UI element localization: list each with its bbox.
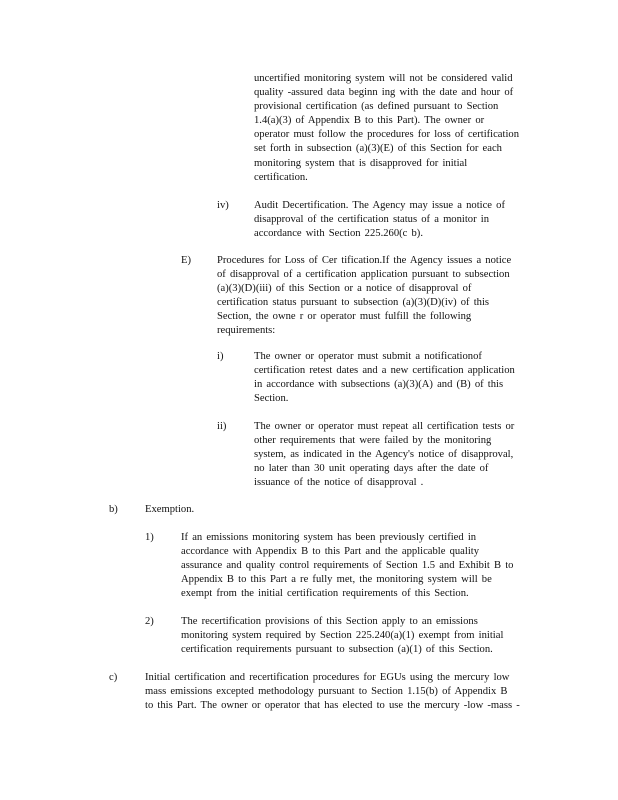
- item-iv-label: iv): [217, 200, 229, 211]
- text-line: Section.: [254, 393, 289, 405]
- item-b-title: Exemption.: [145, 504, 195, 515]
- text-line: Initial certification and recertification procedures for EGUs using the mercury low: [145, 672, 510, 683]
- text-line: of disapproval of a certification application pursuant to subsection: [217, 269, 510, 281]
- text-line: issuance of the notice of disapproval .: [254, 477, 424, 489]
- item-E-label: E): [181, 255, 191, 266]
- text-line: Section, the owne r or operator must fulfill the following: [217, 311, 472, 323]
- text-line: monitoring system that is disapproved for initial: [254, 157, 468, 169]
- item-E-i-paragraph: [254, 350, 554, 406]
- item-c-paragraph: [145, 671, 555, 713]
- text-line: in accordance with subsections (a)(3)(A) and (B) of this: [254, 379, 504, 391]
- text-line: certification.: [254, 171, 308, 183]
- text-line: The owner or operator must repeat all certification tests or: [254, 421, 515, 432]
- text-line: to this Part. The owner or operator that has elected to use the mercury -low -mass -: [145, 700, 520, 712]
- text-line: certification retest dates and a new certification application: [254, 365, 515, 377]
- text-line: provisional certification (as defined pursuant to Section: [254, 101, 499, 113]
- text-line: set forth in subsection (a)(3)(E) of this Section for each: [254, 143, 502, 155]
- text-line: system, as indicated in the Agency's notice of disapproval,: [254, 449, 514, 461]
- item-iv-paragraph: [254, 199, 554, 241]
- text-line: Appendix B to this Part a re fully met, the monitoring system will be: [181, 574, 492, 586]
- text-line: accordance with Section 225.260(c b).: [254, 228, 423, 240]
- text-line: operator must follow the procedures for loss of certification: [254, 129, 519, 141]
- text-line: (a)(3)(D)(iii) of this Section or a notice of disapproval of: [217, 283, 472, 295]
- text-line: no later than 30 unit operating days after the date of: [254, 463, 489, 475]
- text-line: certification requirements pursuant to subsection (a)(1) of this Section.: [181, 644, 493, 656]
- text-line: certification status pursuant to subsection (a)(3)(D)(iv) of this: [217, 297, 490, 309]
- text-line: uncertified monitoring system will not be considered valid: [254, 73, 513, 84]
- item-b-2-label: 2): [145, 616, 154, 627]
- text-line: mass emissions excepted methodology pursuant to Section 1.15(b) of Appendix B: [145, 686, 508, 698]
- text-line: The recertification provisions of this Section apply to an emissions: [181, 616, 478, 627]
- item-b-2-paragraph: [181, 615, 551, 657]
- continued-paragraph: [254, 72, 554, 185]
- text-line: quality -assured data beginn ing with the date and hour of: [254, 87, 514, 99]
- text-line: monitoring system required by Section 225.240(a)(1) exempt from initial: [181, 630, 504, 642]
- text-line: Procedures for Loss of Cer tification.If the Agency issues a notice: [217, 255, 512, 266]
- item-E-ii-label: ii): [217, 421, 227, 432]
- item-b-label: b): [109, 504, 118, 515]
- item-E-ii-paragraph: [254, 420, 554, 490]
- text-line: If an emissions monitoring system has been previously certified in: [181, 532, 477, 543]
- item-c-label: c): [109, 672, 118, 683]
- text-line: accordance with Appendix B to this Part and the applicable quality: [181, 546, 480, 558]
- text-line: other requirements that were failed by the monitoring: [254, 435, 492, 447]
- text-line: exempt from the initial certification requirements of this Section.: [181, 588, 469, 600]
- item-E-i-label: i): [217, 351, 224, 362]
- item-b-1-label: 1): [145, 532, 154, 543]
- text-line: assurance and quality control requirements of Section 1.5 and Exhibit B to: [181, 560, 514, 572]
- text-line: disapproval of the certification status of a monitor in: [254, 214, 489, 226]
- text-line: Audit Decertification. The Agency may issue a notice of: [254, 200, 505, 211]
- text-line: The owner or operator must submit a notificationof: [254, 351, 482, 362]
- item-E-paragraph: [217, 254, 547, 339]
- item-b-1-paragraph: [181, 531, 551, 601]
- text-line: 1.4(a)(3) of Appendix B to this Part). The owner or: [254, 115, 485, 127]
- text-line: requirements:: [217, 325, 276, 337]
